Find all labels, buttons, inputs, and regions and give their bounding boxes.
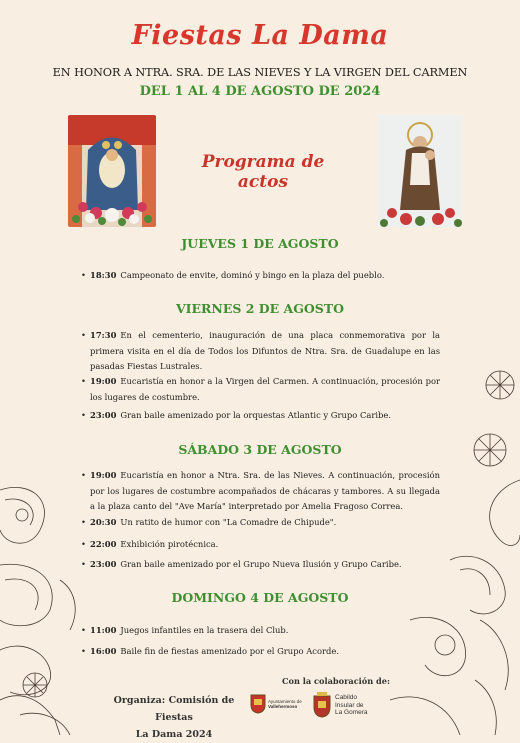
coat-of-arms-icon (250, 694, 266, 714)
event-text: Exhibición pirotécnica. (120, 539, 219, 549)
logo-text: Ayuntamiento de (268, 699, 302, 704)
event-item (81, 468, 440, 515)
event-text: Gran baile amenizado por la orquestas Atlantic y Grupo Caribe. (120, 410, 392, 420)
day-heading-domingo: DOMINGO 4 DE AGOSTO (171, 590, 349, 605)
logo-text: Cabildo (335, 694, 358, 701)
logo-text: La Gomera (335, 709, 368, 716)
organizer-line: La Dama 2024 (135, 729, 213, 740)
event-item (81, 623, 440, 639)
event-text: Eucaristía en honor a Ntra. Sra. de las Nieves. A continuación, procesión por los lugares de costumbre acompañados de chácaras y tambores. A su llegada a la plaza canto del "Ave María" interpretado por Amelia Fragoso Correa. (90, 470, 440, 511)
event-time: 17:30 (90, 330, 117, 340)
event-text: Eucaristía en honor a la Virgen del Carmen. A continuación, procesión por los lugares de costumbre. (90, 376, 440, 402)
event-time: 16:00 (90, 646, 117, 656)
event-text: Un ratito de humor con "La Comadre de Chipude". (120, 517, 337, 527)
event-item (81, 268, 440, 284)
event-time: 11:00 (90, 625, 117, 635)
bullet-icon: • (81, 410, 86, 420)
bullet-icon: • (81, 646, 86, 656)
virgen-nieves-image (68, 115, 156, 227)
event-time: 20:30 (90, 517, 117, 527)
event-item (81, 328, 440, 375)
event-time: 23:00 (90, 410, 117, 420)
program-heading: Programa de actos (201, 152, 325, 192)
subtitle: EN HONOR A NTRA. SRA. DE LAS NIEVES Y LA VIRGEN DEL CARMEN (52, 66, 468, 79)
event-text: Juegos infantiles en la trasera del Club. (120, 625, 289, 635)
bullet-icon: • (81, 470, 86, 480)
event-item (81, 408, 440, 424)
day-heading-sabado: SÁBADO 3 DE AGOSTO (178, 442, 342, 457)
cabildo-logo (312, 690, 392, 732)
event-text: Baile fin de fiestas amenizado por el Grupo Acorde. (120, 646, 340, 656)
bullet-icon: • (81, 539, 86, 549)
event-time: 19:00 (90, 376, 117, 386)
event-time: 18:30 (90, 270, 117, 280)
event-item (81, 537, 440, 553)
bullet-icon: • (81, 517, 86, 527)
event-time: 22:00 (90, 539, 117, 549)
virgen-carmen-image (378, 115, 462, 227)
organizer-line: Organiza: Comisión de Fiestas (113, 695, 235, 723)
bullet-icon: • (81, 270, 86, 280)
event-item (81, 644, 440, 660)
day-heading-viernes: VIERNES 2 DE AGOSTO (175, 301, 345, 316)
bullet-icon: • (81, 559, 86, 569)
event-time: 23:00 (90, 559, 117, 569)
organizer-credit (104, 692, 244, 743)
page-title: Fiestas La Dama (131, 20, 389, 51)
bullet-icon: • (81, 330, 86, 340)
event-item (81, 515, 440, 531)
event-text: Gran baile amenizado por el Grupo Nueva Ilusión y Grupo Caribe. (120, 559, 402, 569)
event-item (81, 557, 440, 573)
vallehermoso-logo (250, 692, 320, 732)
event-text: En el cementerio, inauguración de una placa conmemorativa por la primera visita en el día de Todos los Difuntos de Ntra. Sra. de Guadalupe en las pasadas Fiestas Lustrales. (90, 330, 440, 371)
bullet-icon: • (81, 625, 86, 635)
logo-text: Vallehermoso (268, 704, 298, 709)
bullet-icon: • (81, 376, 86, 386)
collaboration-label: Con la colaboración de: (281, 676, 391, 686)
logo-text: Insular de (335, 701, 364, 709)
event-item (81, 374, 440, 405)
day-heading-jueves: JUEVES 1 DE AGOSTO (181, 236, 339, 251)
event-text: Campeonato de envite, dominó y bingo en la plaza del pueblo. (120, 270, 385, 280)
festival-dates: DEL 1 AL 4 DE AGOSTO DE 2024 (139, 84, 381, 99)
event-time: 19:00 (90, 470, 117, 480)
coat-of-arms-icon (312, 692, 332, 718)
